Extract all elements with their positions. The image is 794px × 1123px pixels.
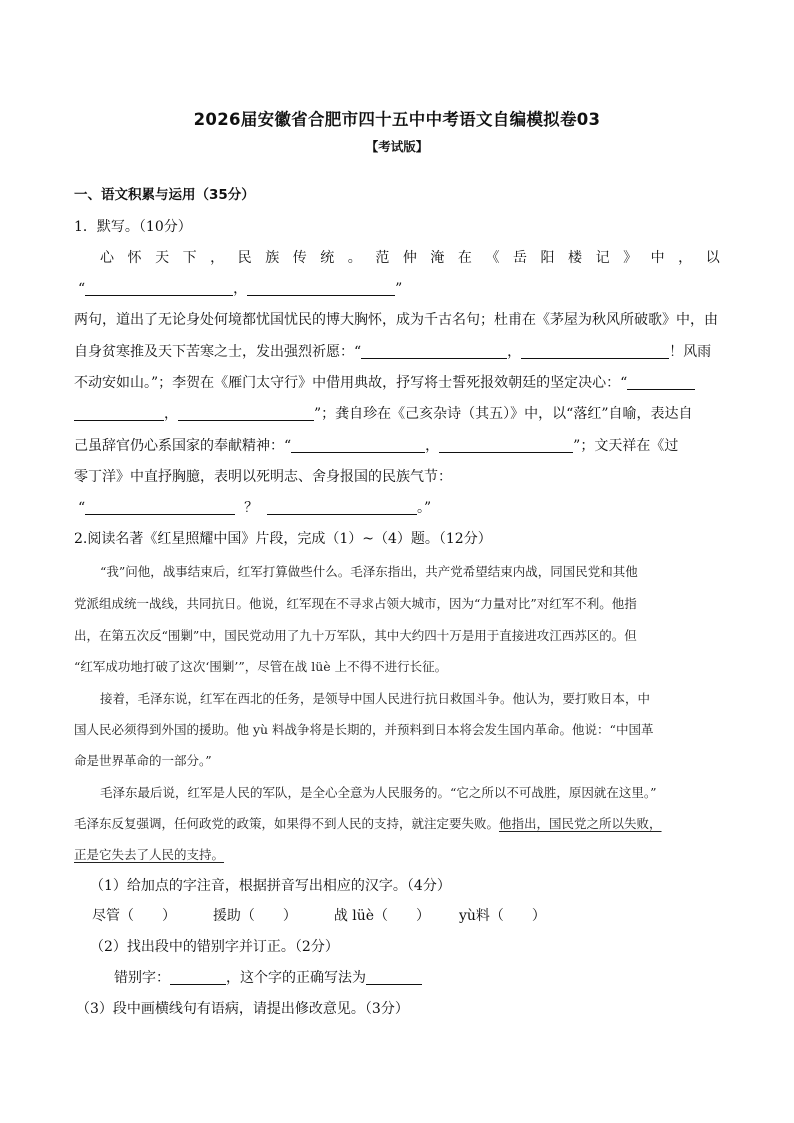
answer-blank[interactable] [178, 406, 314, 421]
question-1-line-7: 己虽辞官仍心系国家的奉献精神：“ ， ”；文天祥在《过 [74, 438, 679, 454]
passage-line: 出，在第五次反“围剿”中，国民党动用了九十万军队，其中大约四十万是用于直接进攻江西苏区的。但 [74, 628, 637, 643]
spread-char: 阳 [540, 250, 555, 266]
page-subtitle: 【考试版】 [365, 139, 429, 154]
underlined-sentence: 正是它失去了人民的支持。 [74, 847, 225, 862]
spread-char: 下 [182, 250, 197, 266]
passage-line: 毛泽东最后说，红军是人民的军队，是全心全意为人民服务的。“它之所以不可战胜，原因就在这里。” [100, 785, 657, 800]
underlined-sentence: 他指出，国民党之所以失败， [499, 816, 662, 831]
question-1-label: 1．默写。（10分） [74, 219, 192, 235]
question-1-line-6: ， ”；龚自珍在《己亥杂诗（其五）》中，以“落红”自喻，表达自 [74, 405, 692, 423]
question-2-label: 2.阅读名著《红星照耀中国》片段，完成（1）~（4）题。（12分） [74, 531, 492, 547]
spread-char: ， [210, 250, 225, 266]
pinyin-item[interactable]: 战 lüè（ ） [333, 908, 431, 924]
answer-blank[interactable] [521, 344, 669, 359]
spread-char: 统 [320, 250, 335, 266]
passage-line: “我”问他，战事结束后，红军打算做些什么。毛泽东指出，共产党希望结束内战，同国民党和其他 [100, 564, 638, 579]
passage-line: 命是世界革命的一部分。” [74, 753, 212, 768]
question-1-line-5: 不动安如山。”；李贺在《雁门太守行》中借用典故，抒写将士誓死报效朝廷的坚定决心：“ [74, 374, 695, 392]
section-heading: 一、语文积累与运用（35分） [74, 187, 255, 203]
spread-char: 《 [485, 250, 500, 266]
spread-char: 楼 [568, 250, 583, 266]
answer-blank[interactable] [439, 438, 573, 453]
answer-blank[interactable] [366, 970, 422, 985]
answer-blank[interactable] [627, 375, 695, 390]
spread-char: 中 [650, 250, 665, 266]
spread-char: 》 [623, 250, 638, 266]
spread-char: 怀 [127, 250, 142, 266]
spread-char: 记 [595, 250, 610, 266]
spread-char: 心 [100, 250, 114, 266]
question-1-line-9: “ ？ 。” [78, 500, 432, 516]
question-1-line-4: 自身贫寒推及天下苦寒之士，发出强烈祈愿：“ ， ！风雨 [74, 344, 712, 360]
spread-char: 。 [347, 250, 362, 266]
sub-question-2: （2）找出段中的错别字并订正。（2分） [90, 939, 339, 955]
question-1-line-8: 零丁洋》中直抒胸臆，表明以死明志、舍身报国的民族气节： [74, 469, 452, 485]
question-1-line-1 [100, 249, 720, 267]
spread-char: 岳 [512, 250, 527, 266]
answer-blank[interactable] [247, 281, 395, 296]
answer-blank[interactable] [74, 406, 164, 421]
spread-char: 民 [237, 250, 252, 266]
spread-char: 淹 [430, 250, 445, 266]
answer-blank[interactable] [85, 500, 235, 515]
sub-question-1: （1）给加点的字注音，根据拼音写出相应的汉字。（4分） [90, 878, 451, 894]
spread-char: 仲 [402, 250, 417, 266]
answer-blank[interactable] [361, 344, 507, 359]
spread-char: 范 [375, 250, 390, 266]
answer-blank[interactable] [267, 500, 417, 515]
spread-char: 天 [155, 250, 170, 266]
question-1-line-2: “ ， ” [78, 281, 403, 297]
sub-question-1-items [92, 907, 546, 925]
spread-char: ， [678, 250, 693, 266]
spread-char: 以 [705, 250, 720, 266]
answer-blank[interactable] [85, 281, 233, 296]
answer-blank[interactable] [291, 438, 425, 453]
pinyin-item[interactable]: 尽管（ ） [92, 908, 176, 924]
passage-line: “红军成功地打破了这次‘围剿’”，尽管在战 lüè 上不得不进行长征。 [74, 659, 448, 674]
passage-line: 接着，毛泽东说，红军在西北的任务，是领导中国人民进行抗日救国斗争。他认为，要打败日本，中 [100, 691, 651, 706]
sub-question-2-answer: 错别字： ，这个字的正确写法为 [114, 969, 422, 987]
answer-blank[interactable] [170, 970, 226, 985]
passage-line: 毛泽东反复强调，任何政党的政策，如果得不到人民的支持，就注定要失败。他指出，国民党之所以失败， [74, 816, 662, 831]
pinyin-item[interactable]: 援助（ ） [212, 908, 297, 924]
spread-char: 族 [265, 250, 280, 266]
sub-question-3: （3）段中画横线句有语病，请提出修改意见。（3分） [76, 1001, 409, 1017]
passage-line: 国人民必须得到外国的援助。他 yù 料战争将是长期的，并预料到日本将会发生国内革命。他说：“中国革 [74, 722, 654, 737]
spread-char: 在 [457, 250, 472, 266]
page-title: 2026届安徽省合肥市四十五中中考语文自编模拟卷03 [193, 110, 601, 129]
spread-char: 传 [292, 250, 307, 266]
question-1-line-3: 两句，道出了无论身处何境都忧国忧民的博大胸怀，成为千古名句；杜甫在《茅屋为秋风所破歌》中，由 [74, 312, 718, 328]
pinyin-item[interactable]: yù料（ ） [458, 908, 546, 924]
passage-line: 党派组成统一战线，共同抗日。他说，红军现在不寻求占领大城市，因为“力量对比”对红军不利。他指 [74, 596, 637, 611]
